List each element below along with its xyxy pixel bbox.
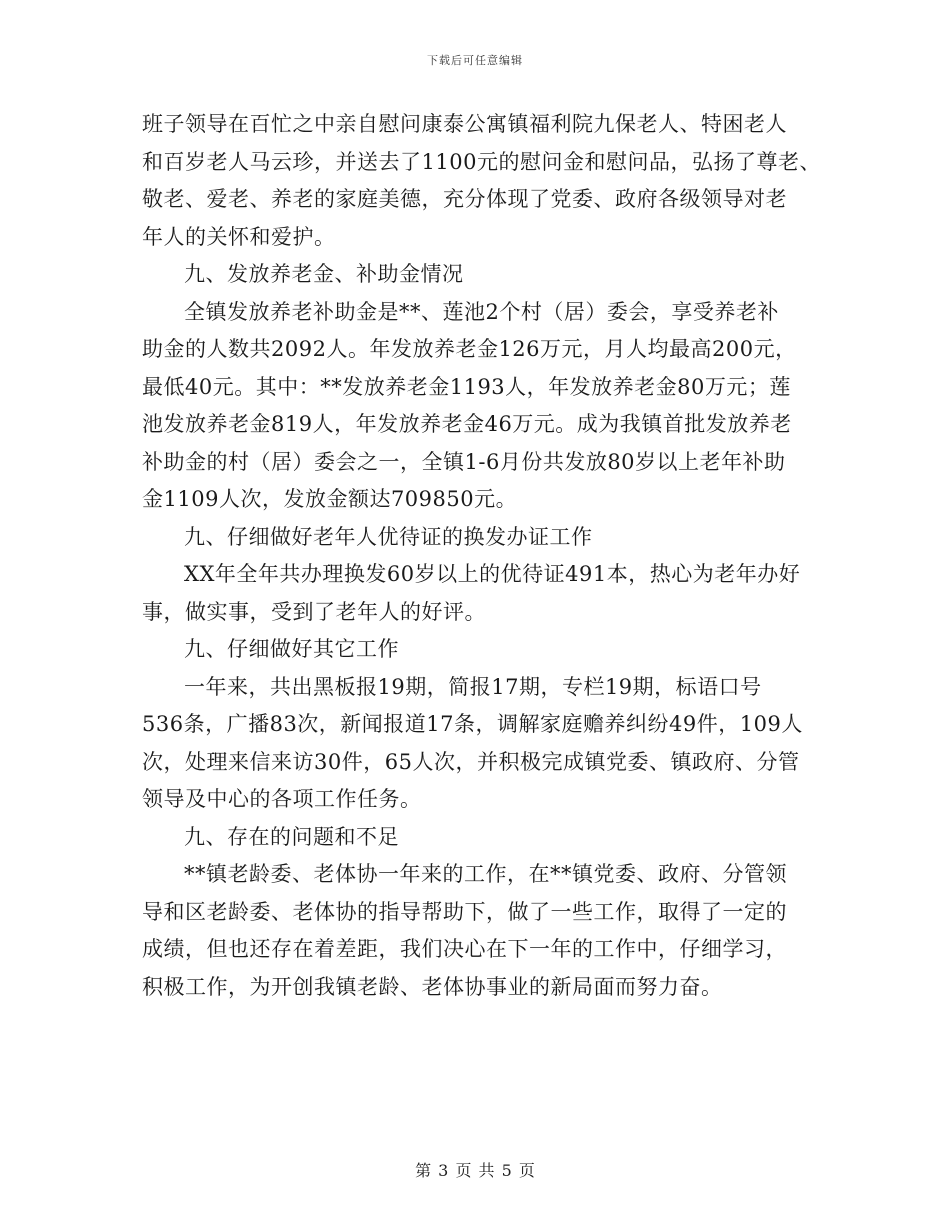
text-line: XX年全年共办理换发60岁以上的优待证491本，热心为老年办好 <box>184 562 801 586</box>
page-number-footer: 第 3 页 共 5 页 <box>415 1161 535 1180</box>
paragraph-certificate <box>142 556 822 631</box>
section-heading-pension: 九、发放养老金、补助金情况 <box>184 262 464 286</box>
paragraph-other-work <box>142 669 822 819</box>
text-line: 536条，广播83次，新闻报道17条，调解家庭赡养纠纷49件，109人 <box>142 712 803 736</box>
text-line: 全镇发放养老补助金是**、莲池2个村（居）委会，享受养老补 <box>184 299 779 324</box>
text-line: 助金的人数共2092人。年发放养老金126万元，月人均最高200元， <box>142 337 797 361</box>
section-heading-other-work: 九、仔细做好其它工作 <box>184 637 399 661</box>
text-line: 金1109人次，发放金额达709850元。 <box>142 487 518 511</box>
text-line: 池发放养老金819人，年发放养老金46万元。成为我镇首批发放养老 <box>142 412 792 436</box>
text-line: 一年来，共出黑板报19期，简报17期，专栏19期，标语口号 <box>184 674 762 699</box>
paragraph-problems <box>142 856 822 1006</box>
paragraph-continuation <box>142 106 822 256</box>
text-line: 补助金的村（居）委会之一，全镇1-6月份共发放80岁以上老年补助 <box>142 449 786 474</box>
text-line: 领导及中心的各项工作任务。 <box>142 787 422 811</box>
text-line: 最低40元。其中：**发放养老金1193人，年发放养老金80万元；莲 <box>142 374 791 399</box>
page-header: 下载后可任意编辑 <box>427 54 523 67</box>
document-body <box>142 106 822 1006</box>
text-line: 和百岁老人马云珍，并送去了1100元的慰问金和慰问品，弘扬了尊老、 <box>142 149 821 174</box>
text-line: 年人的关怀和爱护。 <box>142 224 336 249</box>
text-line: 积极工作，为开创我镇老龄、老体协事业的新局面而努力奋。 <box>142 974 723 999</box>
section-heading-certificate: 九、仔细做好老年人优待证的换发办证工作 <box>184 524 593 549</box>
section-heading-problems: 九、存在的问题和不足 <box>184 824 399 849</box>
text-line: 次，处理来信来访30件，65人次，并积极完成镇党委、镇政府、分管 <box>142 749 800 774</box>
text-line: 导和区老龄委、老体协的指导帮助下，做了一些工作，取得了一定的 <box>142 899 787 924</box>
text-line: 成绩，但也还存在着差距，我们决心在下一年的工作中，仔细学习， <box>142 937 787 961</box>
paragraph-pension <box>142 294 822 519</box>
text-line: **镇老龄委、老体协一年来的工作，在**镇党委、政府、分管领 <box>184 862 787 886</box>
text-line: 事，做实事，受到了老年人的好评。 <box>142 599 486 624</box>
text-line: 敬老、爱老、养老的家庭美德，充分体现了党委、政府各级领导对老 <box>142 187 787 211</box>
text-line: 班子领导在百忙之中亲自慰问康泰公寓镇福利院九保老人、特困老人 <box>142 112 787 136</box>
